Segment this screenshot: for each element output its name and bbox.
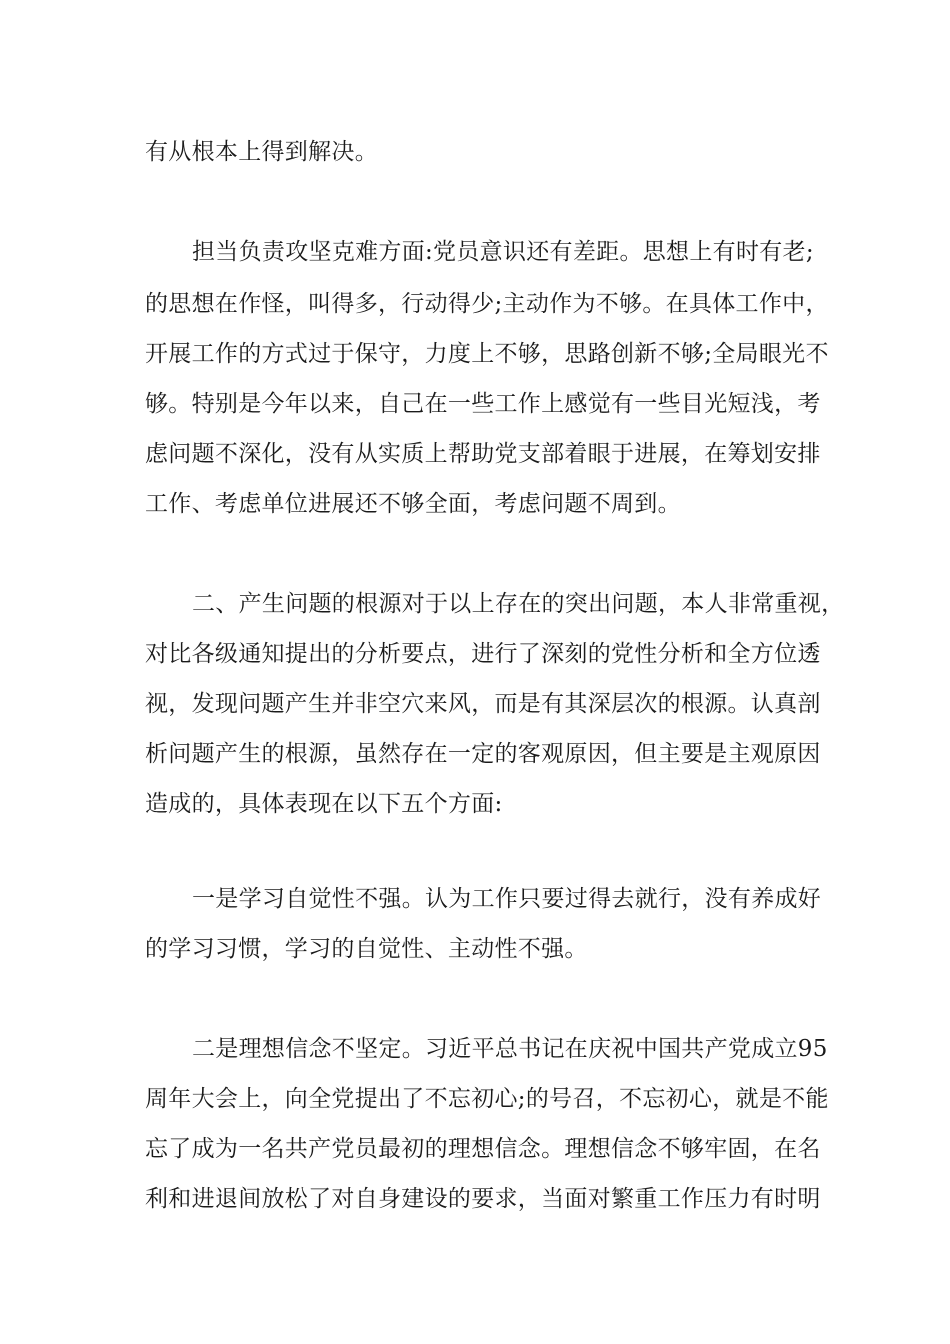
text-line-10: 视，发现问题产生并非空穴来风，而是有其深层次的根源。认真剖 bbox=[145, 691, 821, 717]
text-line-9: 对比各级通知提出的分析要点，进行了深刻的党性分析和全方位透 bbox=[145, 641, 821, 667]
text-line-6: 虑问题不深化，没有从实质上帮助党支部着眼于进展，在筹划安排 bbox=[145, 441, 821, 467]
text-line-1: 有从根本上得到解决。 bbox=[145, 139, 378, 165]
text-line-12: 造成的，具体表现在以下五个方面: bbox=[145, 791, 503, 817]
text-line-13: 一是学习自觉性不强。认为工作只要过得去就行，没有养成好 bbox=[192, 886, 822, 912]
text-line-3: 的思想在作怪，叫得多，行动得少;主动作为不够。在具体工作中， bbox=[145, 291, 829, 317]
text-line-16: 周年大会上，向全党提出了不忘初心;的号召，不忘初心，就是不能 bbox=[145, 1086, 829, 1112]
text-line-15: 二是理想信念不坚定。习近平总书记在庆祝中国共产党成立95 bbox=[192, 1036, 828, 1062]
text-line-14: 的学习习惯，学习的自觉性、主动性不强。 bbox=[145, 936, 588, 962]
text-line-11: 析问题产生的根源，虽然存在一定的客观原因，但主要是主观原因 bbox=[145, 741, 821, 767]
text-line-5: 够。特别是今年以来，自己在一些工作上感觉有一些目光短浅，考 bbox=[145, 391, 821, 417]
text-line-18: 利和进退间放松了对自身建设的要求，当面对繁重工作压力有时明 bbox=[145, 1186, 821, 1212]
text-line-2: 担当负责攻坚克难方面:党员意识还有差距。思想上有时有老; bbox=[192, 239, 814, 265]
text-line-17: 忘了成为一名共产党员最初的理想信念。理想信念不够牢固，在名 bbox=[145, 1136, 821, 1162]
text-line-8: 二、产生问题的根源对于以上存在的突出问题，本人非常重视， bbox=[192, 591, 845, 617]
text-line-7: 工作、考虑单位进展还不够全面，考虑问题不周到。 bbox=[145, 491, 681, 517]
text-line-4: 开展工作的方式过于保守，力度上不够，思路创新不够;全局眼光不 bbox=[145, 341, 829, 367]
